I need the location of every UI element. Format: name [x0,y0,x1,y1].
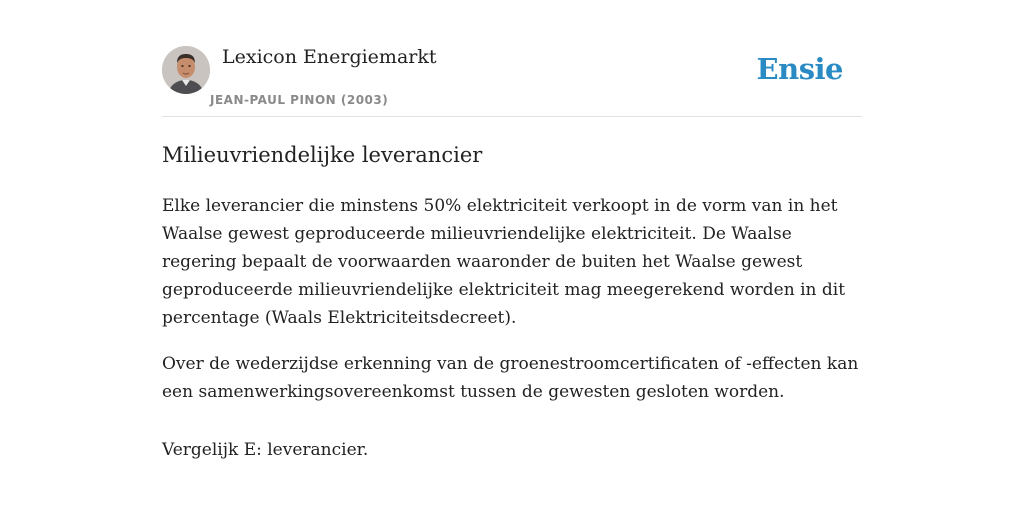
entry-term: Milieuvriendelijke leverancier [162,143,483,167]
book-title[interactable]: Lexicon Energiemarkt [222,46,437,68]
ensie-logo[interactable]: Ensie [756,52,843,86]
entry-paragraph-1: Elke leverancier die minstens 50% elektriciteit verkoopt in de vorm van in het Waalse gewest geproduceerde milieuvriendelijke elektriciteit. De Waalse regering bepaalt de voorwaarden waaronder de buiten het Waalse gewest geproduceerde milieuvriendelijke elektriciteit mag meegerekend worden in dit percentage (Waals Elektriciteitsdecreet). [162,196,846,328]
entry-paragraph-2: Over de wederzijdse erkenning van de groenestroomcertificaten of -effecten kan een samenwerkingsovereenkomst tussen de gewesten gesloten worden. [162,354,859,402]
compare-reference[interactable]: Vergelijk E: leverancier. [162,440,369,460]
author-avatar[interactable] [162,46,210,94]
author-name[interactable]: JEAN-PAUL PINON (2003) [210,93,389,107]
author-portrait-icon [162,46,210,94]
entry-content [162,140,862,464]
entry-header [162,46,862,117]
